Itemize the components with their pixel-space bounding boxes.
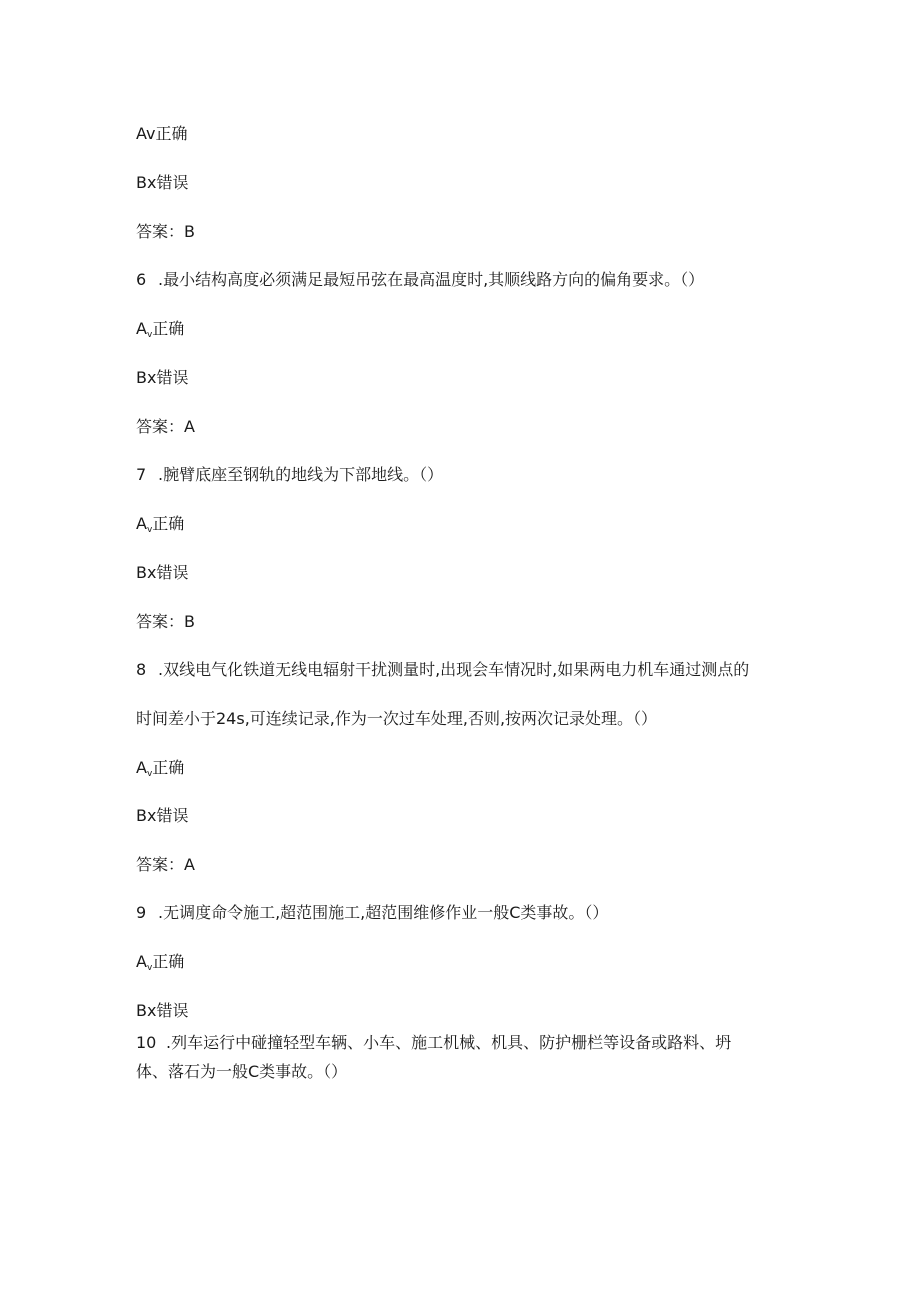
option-b: Bx错误 [136,563,189,582]
question-8 [136,659,749,681]
option-b: Bx错误 [136,806,189,825]
question-9 [136,902,608,924]
option-a: $A_v$正确 [136,758,185,779]
question-text: .腕臂底座至钢轨的地线为下部地线。（） [158,465,444,484]
option-b: Bx错误 [136,173,189,192]
question-6 [136,269,704,291]
option-b: Bx错误 [136,368,189,387]
question-number: 6 [136,270,147,289]
question-7 [136,464,443,486]
option-a: $A_v$正确 [136,952,185,973]
question-text: .无调度命令施工,超范围施工,超范围维修作业一般C类事故。（） [158,903,609,922]
answer: 答案：B [136,222,195,241]
question-10-continued: 体、落石为一般C类事故。（） [136,1062,348,1081]
question-number: 7 [136,465,147,484]
option-b: Bx错误 [136,1001,189,1020]
question-text: .最小结构高度必须满足最短吊弦在最高温度时,其顺线路方向的偏角要求。（） [158,270,705,289]
answer: 答案：A [136,855,195,874]
answer: 答案：B [136,612,195,631]
question-number: 9 [136,903,147,922]
question-10 [136,1032,731,1054]
question-8-continued: 时间差小于24s,可连续记录,作为一次过车处理,否则,按两次记录处理。（） [136,709,658,728]
question-text: .列车运行中碰撞轻型车辆、小车、施工机械、机具、防护栅栏等设备或路料、坍 [166,1033,732,1052]
option-a: $A_v$正确 [136,319,185,340]
option-a: Av正确 [136,124,188,143]
option-a: $A_v$正确 [136,514,185,535]
answer: 答案：A [136,417,195,436]
question-number: 10 [136,1033,157,1052]
question-text: .双线电气化铁道无线电辐射干扰测量时,出现会车情况时,如果两电力机车通过测点的 [158,660,750,679]
question-number: 8 [136,660,147,679]
